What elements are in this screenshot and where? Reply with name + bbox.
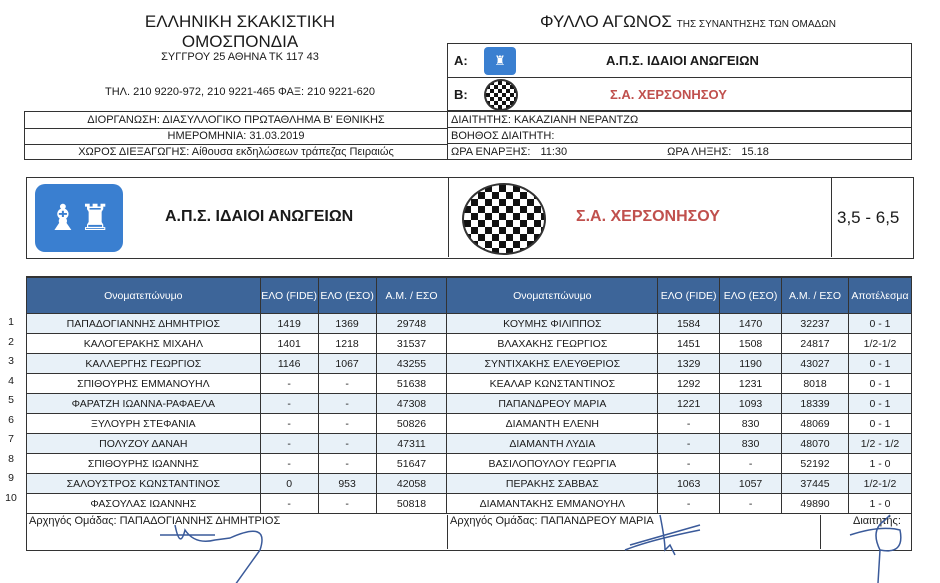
header-a-fide: ΕΛΟ (FIDE) <box>260 277 318 314</box>
cell-result: 1/2 - 1/2 <box>848 434 911 454</box>
sheet-subtitle: ΤΗΣ ΣΥΝΑΝΤΗΣΗΣ ΤΩΝ ΟΜΑΔΩΝ <box>676 19 836 30</box>
cell-a-fide: 1146 <box>260 354 318 374</box>
table-row <box>27 394 912 414</box>
cell-b-fide: - <box>658 494 720 514</box>
cell-b-eso: 1057 <box>720 474 782 494</box>
table-row <box>27 434 912 454</box>
cell-b-fide: - <box>658 434 720 454</box>
cell-b-am: 24817 <box>782 334 849 354</box>
team-b-name: Σ.Α. ΧΕΡΣΟΝΗΣΟΥ <box>610 87 727 102</box>
cell-a-name: ΣΠΙΘΟΥΡΗΣ ΕΜΜΑΝΟΥΗΛ <box>27 374 261 394</box>
cell-b-fide: 1221 <box>658 394 720 414</box>
header-b-fide: ΕΛΟ (FIDE) <box>658 277 720 314</box>
team-b-big-logo-icon <box>462 183 546 255</box>
cell-b-name: ΚΕΑΛΑΡ ΚΩΝΣΤΑΝΤΙΝΟΣ <box>447 374 658 394</box>
cell-a-name: ΞΥΛΟΥΡΗ ΣΤΕΦΑΝΙΑ <box>27 414 261 434</box>
team-a-banner <box>27 178 449 257</box>
cell-b-fide: 1451 <box>658 334 720 354</box>
cell-b-am: 48069 <box>782 414 849 434</box>
federation-address: ΣΥΓΓΡΟΥ 25 ΑΘΗΝΑ ΤΚ 117 43 <box>161 51 319 63</box>
arbiter-text: ΔΙΑΙΤΗΤΗΣ: ΚΑΚΑΖΙΑΝΗ ΝΕΡΑΝΤΖΩ <box>451 113 639 126</box>
cell-b-eso: 1508 <box>720 334 782 354</box>
assistant-arbiter-text: ΒΟΗΘΟΣ ΔΙΑΙΤΗΤΗ: <box>451 129 555 142</box>
team-a-logo-icon: ♜ <box>484 47 516 75</box>
team-b-banner <box>448 178 832 257</box>
cell-b-fide: - <box>658 414 720 434</box>
row-number: 7 <box>8 433 14 445</box>
assistant-arbiter <box>448 128 911 144</box>
table-header <box>27 277 912 314</box>
match-date-text: ΗΜΕΡΟΜΗΝΙΑ: 31.03.2019 <box>167 130 305 142</box>
row-number: 4 <box>8 374 14 387</box>
info-left <box>24 111 448 160</box>
cell-b-name: ΒΛΑΧΑΚΗΣ ΓΕΩΡΓΙΟΣ <box>447 334 658 354</box>
cell-result: 0 - 1 <box>848 314 911 334</box>
cell-b-am: 52192 <box>782 454 849 474</box>
cell-result: 1/2-1/2 <box>848 474 911 494</box>
cell-a-fide: 1401 <box>260 334 318 354</box>
cell-b-am: 49890 <box>782 494 849 514</box>
cell-b-eso: 1470 <box>720 314 782 334</box>
header-a-name: Ονοματεπώνυμο <box>27 277 261 314</box>
cell-b-name: ΔΙΑΜΑΝΤΑΚΗΣ ΕΜΜΑΝΟΥΗΛ <box>447 494 658 514</box>
cell-a-fide: - <box>260 434 318 454</box>
cell-b-name: ΠΑΠΑΝΔΡΕΟΥ ΜΑΡΙΑ <box>447 394 658 414</box>
cell-b-name: ΔΙΑΜΑΝΤΗ ΛΥΔΙΑ <box>447 434 658 454</box>
federation-phones: ΤΗΛ. 210 9220-972, 210 9221-465 ΦΑΞ: 210 9221-620 <box>104 86 376 98</box>
cell-b-am: 43027 <box>782 354 849 374</box>
team-b-logo-icon <box>484 79 518 111</box>
cell-b-eso: 830 <box>720 414 782 434</box>
table-row <box>27 314 912 334</box>
team-a-big-logo-icon: ♝♜ <box>35 184 123 252</box>
start-label: ΩΡΑ ΕΝΑΡΞΗΣ: <box>451 146 531 158</box>
cell-a-fide: - <box>260 494 318 514</box>
cell-result: 0 - 1 <box>848 354 911 374</box>
cell-b-fide: 1292 <box>658 374 720 394</box>
cell-a-eso: - <box>318 414 376 434</box>
team-a-name: Α.Π.Σ. ΙΔΑΙΟΙ ΑΝΩΓΕΙΩΝ <box>606 53 759 68</box>
captain-a: Αρχηγός Ομάδας: ΠΑΠΑΔΟΓΙΑΝΝΗΣ ΔΗΜΗΤΡΙΟΣ <box>29 515 448 549</box>
cell-a-am: 29748 <box>376 314 447 334</box>
cell-a-am: 50818 <box>376 494 447 514</box>
cell-b-name: ΒΑΣΙΛΟΠΟΥΛΟΥ ΓΕΩΡΓΙΑ <box>447 454 658 474</box>
cell-a-eso: 1218 <box>318 334 376 354</box>
cell-a-am: 42058 <box>376 474 447 494</box>
row-number: 5 <box>8 394 14 406</box>
cell-b-fide: 1329 <box>658 354 720 374</box>
cell-b-eso: 830 <box>720 434 782 454</box>
row-number: 3 <box>8 355 14 367</box>
cell-a-name: ΣΠΙΘΟΥΡΗΣ ΙΩΑΝΝΗΣ <box>27 454 261 474</box>
captain-b: Αρχηγός Ομάδας: ΠΑΠΑΝΔΡΕΟΥ ΜΑΡΙΑ <box>450 515 821 549</box>
cell-a-name: ΦΑΣΟΥΛΑΣ ΙΩΑΝΝΗΣ <box>27 494 261 514</box>
cell-b-am: 37445 <box>782 474 849 494</box>
cell-a-fide: 1419 <box>260 314 318 334</box>
team-b-row <box>448 78 911 111</box>
cell-a-fide: - <box>260 414 318 434</box>
match-score: 3,5 - 6,5 <box>837 208 900 227</box>
cell-a-eso: - <box>318 494 376 514</box>
captain-a-signature <box>160 525 262 583</box>
cell-b-eso: 1093 <box>720 394 782 414</box>
cell-result: 1 - 0 <box>848 494 911 514</box>
row-number: 9 <box>8 472 14 484</box>
header-b-name: Ονοματεπώνυμο <box>447 277 658 314</box>
cell-b-eso: - <box>720 454 782 474</box>
signatures <box>0 470 940 583</box>
arbiter <box>448 112 911 128</box>
cell-a-am: 43255 <box>376 354 447 374</box>
team-a-row <box>448 44 911 78</box>
cell-b-name: ΔΙΑΜΑΝΤΗ ΕΛΕΝΗ <box>447 414 658 434</box>
venue <box>25 144 447 160</box>
cell-b-name: ΣΥΝΤΙΧΑΚΗΣ ΕΛΕΥΘΕΡΙΟΣ <box>447 354 658 374</box>
cell-a-fide: - <box>260 454 318 474</box>
row-number: 8 <box>8 452 14 465</box>
cell-a-name: ΚΑΛΟΓΕΡΑΚΗΣ ΜΙΧΑΗΛ <box>27 334 261 354</box>
cell-a-am: 50826 <box>376 414 447 434</box>
times <box>451 144 911 160</box>
venue-text: ΧΩΡΟΣ ΔΙΕΞΑΓΩΓΗΣ: Αίθουσα εκδηλώσεων τράπεζας Πειραιώς <box>78 146 394 158</box>
cell-b-eso: 1231 <box>720 374 782 394</box>
header-result: Αποτέλεσμα <box>848 277 911 314</box>
cell-b-fide: - <box>658 454 720 474</box>
cell-a-eso: - <box>318 454 376 474</box>
cell-a-am: 51638 <box>376 374 447 394</box>
cell-b-fide: 1584 <box>658 314 720 334</box>
team-b-label: B: <box>454 87 468 102</box>
cell-a-name: ΠΑΠΑΔΟΓΙΑΝΝΗΣ ΔΗΜΗΤΡΙΟΣ <box>27 314 261 334</box>
match-date <box>25 128 447 145</box>
cell-result: 0 - 1 <box>848 414 911 434</box>
info-right <box>447 111 912 160</box>
organization <box>25 112 447 129</box>
cell-result: 1/2-1/2 <box>848 334 911 354</box>
teams-box <box>447 43 912 111</box>
cell-b-am: 32237 <box>782 314 849 334</box>
header-a-eso: ΕΛΟ (ΕΣΟ) <box>318 277 376 314</box>
table-row <box>27 354 912 374</box>
arbiter-signature-label: Διαιτητής: <box>853 515 901 527</box>
cell-result: 1 - 0 <box>848 454 911 474</box>
cell-a-eso: - <box>318 394 376 414</box>
end-label: ΩΡΑ ΛΗΞΗΣ: <box>667 146 732 158</box>
cell-b-am: 48070 <box>782 434 849 454</box>
cell-a-fide: - <box>260 394 318 414</box>
row-number: 1 <box>8 316 14 328</box>
cell-a-eso: - <box>318 434 376 454</box>
cell-b-eso: 1190 <box>720 354 782 374</box>
row-number: 2 <box>8 335 14 348</box>
cell-b-name: ΚΟΥΜΗΣ ΦΙΛΙΠΠΟΣ <box>447 314 658 334</box>
cell-a-am: 47308 <box>376 394 447 414</box>
sheet-title-main: ΦΥΛΛΟ ΑΓΩΝΟΣ <box>540 12 672 31</box>
team-a-banner-name: Α.Π.Σ. ΙΔΑΙΟΙ ΑΝΩΓΕΙΩΝ <box>165 208 354 225</box>
cell-a-name: ΠΟΛΥΖΟΥ ΔΑΝΑΗ <box>27 434 261 454</box>
table-row <box>27 414 912 434</box>
cell-a-eso: - <box>318 374 376 394</box>
captain-b-signature <box>625 515 700 555</box>
cell-a-name: ΚΑΛΛΕΡΓΗΣ ΓΕΩΡΓΙΟΣ <box>27 354 261 374</box>
header-a-am: Α.Μ. / ΕΣΟ <box>376 277 447 314</box>
cell-a-name: ΣΑΛΟΥΣΤΡΟΣ ΚΩΝΣΤΑΝΤΙΝΟΣ <box>27 474 261 494</box>
sheet-title <box>540 12 836 32</box>
cell-a-am: 47311 <box>376 434 447 454</box>
cell-a-eso: 1369 <box>318 314 376 334</box>
cell-a-eso: 1067 <box>318 354 376 374</box>
organization-text: ΔΙΟΡΓΑΝΩΣΗ: ΔΙΑΣΥΛΛΟΓΙΚΟ ΠΡΩΤΑΘΛΗΜΑ Β' ΕΘΝΙΚΗΣ <box>87 114 385 126</box>
cell-a-fide: 0 <box>260 474 318 494</box>
cell-result: 0 - 1 <box>848 374 911 394</box>
table-row <box>27 334 912 354</box>
cell-b-name: ΠΕΡΑΚΗΣ ΣΑΒΒΑΣ <box>447 474 658 494</box>
row-number: 6 <box>8 413 14 426</box>
row-number: 10 <box>5 491 17 504</box>
cell-a-am: 51647 <box>376 454 447 474</box>
end-time: 15.18 <box>741 146 769 158</box>
header-b-am: Α.Μ. / ΕΣΟ <box>782 277 849 314</box>
match-banner <box>26 177 914 259</box>
team-b-banner-name: Σ.Α. ΧΕΡΣΟΝΗΣΟΥ <box>576 208 720 225</box>
header-b-eso: ΕΛΟ (ΕΣΟ) <box>720 277 782 314</box>
cell-b-eso: - <box>720 494 782 514</box>
federation-name: ΕΛΛΗΝΙΚΗ ΣΚΑΚΙΣΤΙΚΗ ΟΜΟΣΠΟΝΔΙΑ <box>144 12 336 51</box>
cell-b-fide: 1063 <box>658 474 720 494</box>
cell-a-fide: - <box>260 374 318 394</box>
table-row <box>27 374 912 394</box>
cell-a-name: ΦΑΡΑΤΖΗ ΙΩΑΝΝΑ-ΡΑΦΑΕΛΑ <box>27 394 261 414</box>
cell-result: 0 - 1 <box>848 394 911 414</box>
arbiter-signature <box>850 515 901 583</box>
cell-a-am: 31537 <box>376 334 447 354</box>
cell-b-am: 8018 <box>782 374 849 394</box>
team-a-label: A: <box>454 53 468 68</box>
start-time: 11:30 <box>540 146 568 158</box>
cell-a-eso: 953 <box>318 474 376 494</box>
cell-b-am: 18339 <box>782 394 849 414</box>
